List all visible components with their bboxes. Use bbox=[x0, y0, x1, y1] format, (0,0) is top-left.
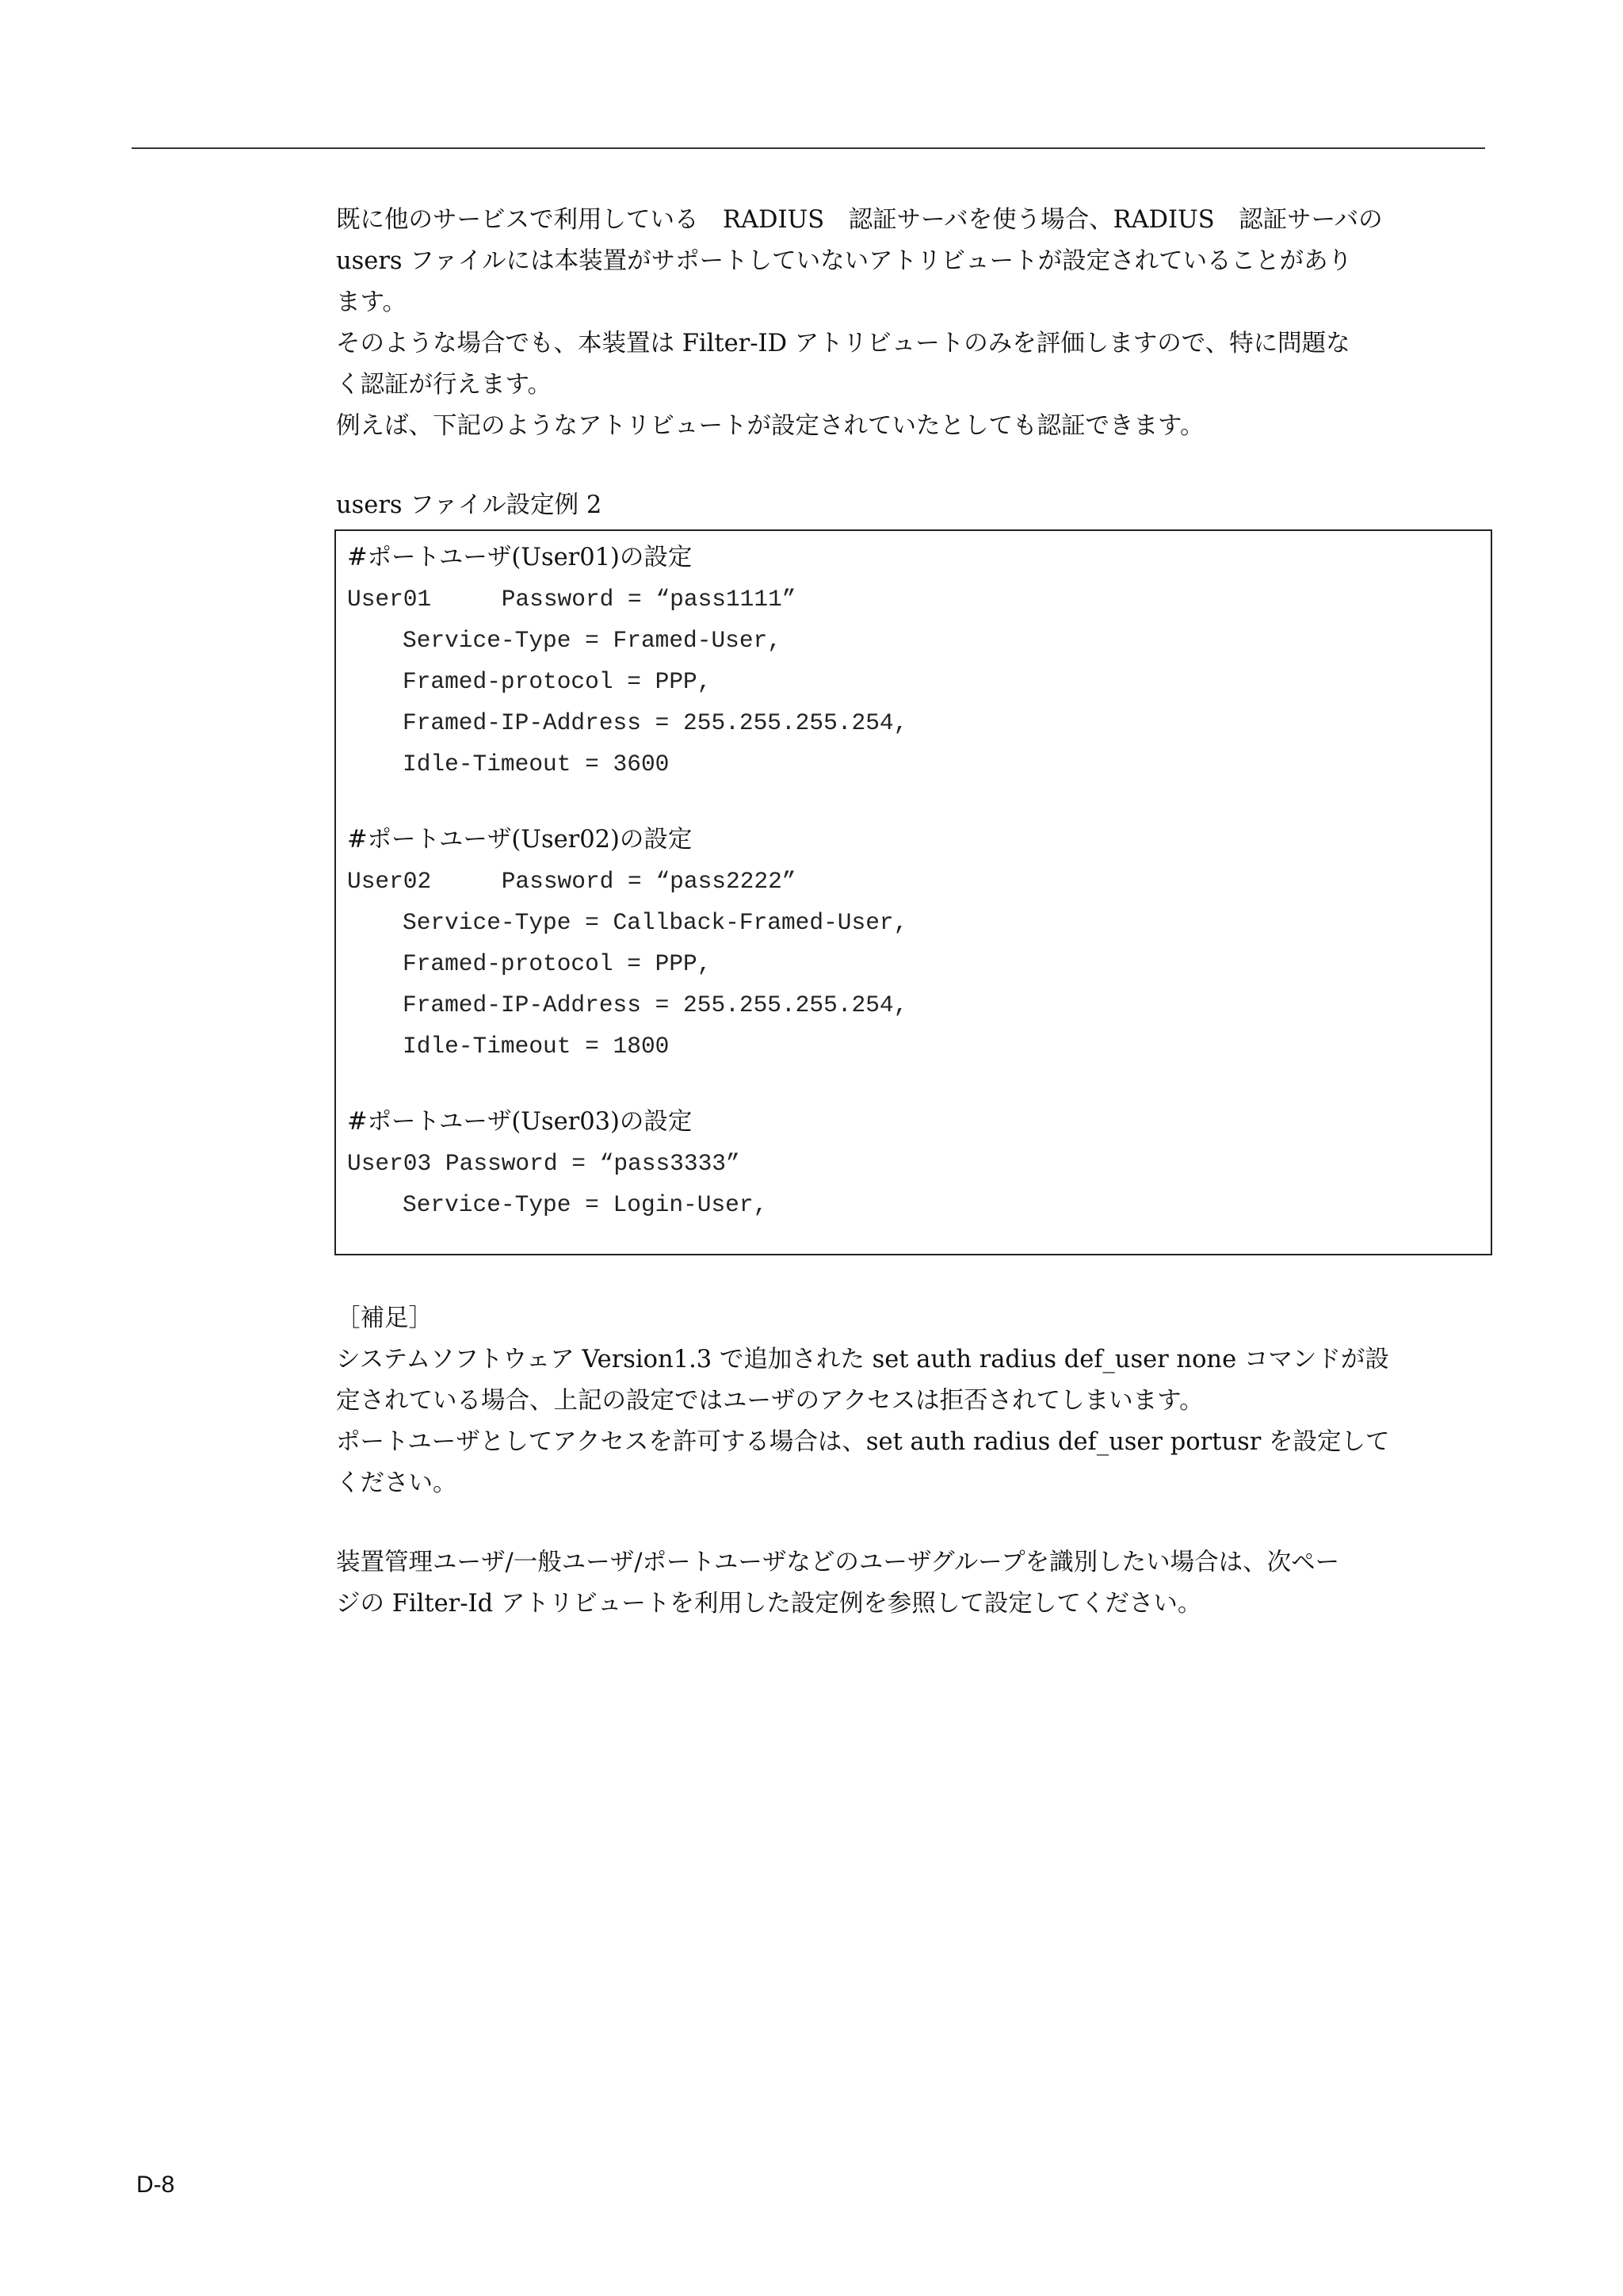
attribute-line: Service-Type = Framed-User, bbox=[403, 627, 781, 654]
block-comment: #ポートユーザ(User02)の設定 bbox=[347, 826, 693, 854]
user-line: User02 Password = “pass2222” bbox=[347, 868, 796, 895]
attribute-line: Framed-protocol = PPP, bbox=[403, 668, 712, 695]
note-paragraph bbox=[336, 1339, 1487, 1504]
attribute-line: Framed-IP-Address = 255.255.255.254, bbox=[403, 709, 908, 736]
example-caption: users ファイル設定例 2 bbox=[336, 491, 602, 519]
note-line: ください。 bbox=[336, 1469, 457, 1497]
user-line: User03 Password = “pass3333” bbox=[347, 1150, 740, 1177]
note-line: システムソフトウェア Version1.3 で追加された set auth radius def_user none コマンドが設 bbox=[336, 1346, 1389, 1373]
intro-line: く認証が行えます。 bbox=[336, 371, 552, 399]
intro-line: ます。 bbox=[336, 288, 407, 316]
attribute-line: Idle-Timeout = 1800 bbox=[403, 1033, 670, 1060]
attribute-line: Service-Type = Callback-Framed-User, bbox=[403, 909, 908, 936]
user-block bbox=[347, 537, 1480, 785]
closing-line: 装置管理ユーザ/一般ユーザ/ポートユーザなどのユーザグループを識別したい場合は、次ペー bbox=[336, 1549, 1340, 1576]
block-comment: #ポートユーザ(User03)の設定 bbox=[347, 1108, 693, 1136]
closing-line: ジの Filter-Id アトリビュートを利用した設定例を参照して設定してください。 bbox=[336, 1590, 1202, 1618]
intro-line: そのような場合でも、本装置は Filter-ID アトリビュートのみを評価しますので、特に問題な bbox=[336, 330, 1350, 357]
note-heading: ［補足］ bbox=[336, 1305, 433, 1332]
block-comment: #ポートユーザ(User01)の設定 bbox=[347, 544, 693, 571]
user-block bbox=[347, 819, 1480, 1067]
intro-line: 既に他のサービスで利用している RADIUS 認証サーバを使う場合、RADIUS 認証サーバの bbox=[336, 206, 1383, 234]
intro-line: 例えば、下記のようなアトリビュートが設定されていたとしても認証できます。 bbox=[336, 412, 1205, 440]
user-block bbox=[347, 1102, 1480, 1225]
attribute-line: Service-Type = Login-User, bbox=[403, 1191, 768, 1218]
attribute-line: Framed-protocol = PPP, bbox=[403, 950, 712, 977]
user-line: User01 Password = “pass1111” bbox=[347, 586, 796, 613]
closing-paragraph bbox=[336, 1542, 1487, 1625]
page-number: D-8 bbox=[136, 2172, 175, 2198]
note-line: ポートユーザとしてアクセスを許可する場合は、set auth radius def_user portusr を設定して bbox=[336, 1428, 1390, 1456]
intro-paragraph bbox=[336, 200, 1487, 447]
intro-line: users ファイルには本装置がサポートしていないアトリビュートが設定されていることがあり bbox=[336, 247, 1353, 275]
header-rule bbox=[132, 147, 1485, 149]
attribute-line: Framed-IP-Address = 255.255.255.254, bbox=[403, 991, 908, 1018]
note-line: 定されている場合、上記の設定ではユーザのアクセスは拒否されてしまいます。 bbox=[336, 1387, 1204, 1415]
attribute-line: Idle-Timeout = 3600 bbox=[403, 751, 670, 777]
page-content bbox=[336, 200, 1487, 1625]
users-file-example-box bbox=[334, 529, 1492, 1255]
